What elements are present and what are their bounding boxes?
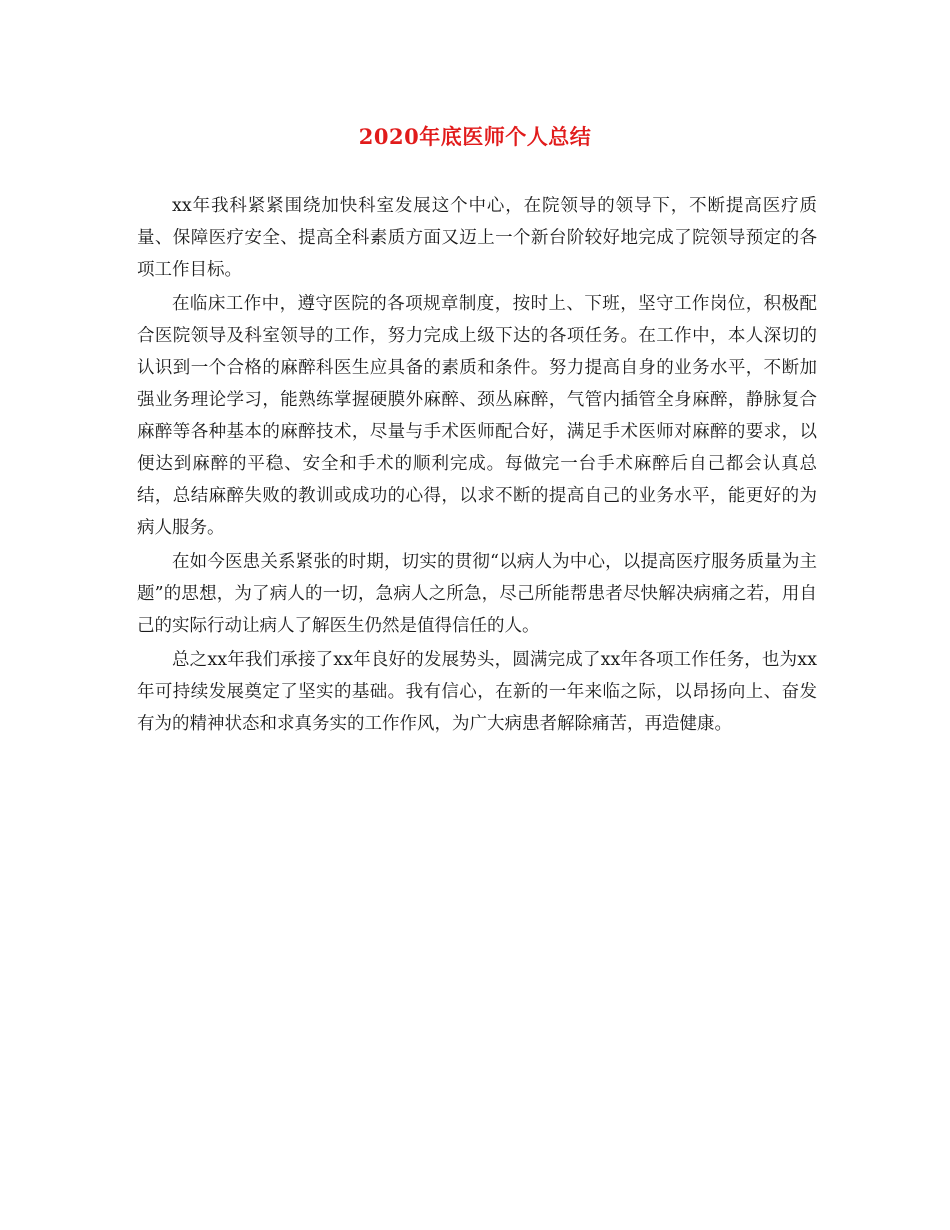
document-title: 2020年底医师个人总结 bbox=[358, 124, 592, 149]
paragraph-conclusion: 总之xx年我们承接了xx年良好的发展势头，圆满完成了xx年各项工作任务，也为xx年可持续发展奠定了坚实的基础。我有信心，在新的一年来临之际，以昂扬向上、奋发有为的精神状态和求真务实的工作作风，为广大病患者解除痛苦，再造健康。 bbox=[137, 650, 817, 734]
paragraph-clinical-work: 在临床工作中，遵守医院的各项规章制度，按时上、下班，坚守工作岗位，积极配合医院领导及科室领导的工作，努力完成上级下达的各项任务。在工作中，本人深切的认识到一个合格的麻醉科医生应具备的素质和条件。努力提高自身的业务水平，不断加强业务理论学习，能熟练掌握硬膜外麻醉、颈丛麻醉，气管内插管全身麻醉，静脉复合麻醉等各种基本的麻醉技术，尽量与手术医师配合好，满足手术医师对麻醉的要求，以便达到麻醉的平稳、安全和手术的顺利完成。每做完一台手术麻醉后自己都会认真总结，总结麻醉失败的教训或成功的心得，以求不断的提高自己的业务水平，能更好的为病人服务。 bbox=[137, 294, 817, 538]
paragraph-intro: xx年我科紧紧围绕加快科室发展这个中心，在院领导的领导下，不断提高医疗质量、保障医疗安全、提高全科素质方面又迈上一个新台阶较好地完成了院领导预定的各项工作目标。 bbox=[137, 196, 817, 280]
document-body bbox=[137, 190, 817, 742]
paragraph-doctor-patient: 在如今医患关系紧张的时期，切实的贯彻“以病人为中心，以提高医疗服务质量为主题”的思想，为了病人的一切，急病人之所急，尽己所能帮患者尽快解决病痛之若，用自己的实际行动让病人了解医生仍然是值得信任的人。 bbox=[137, 552, 817, 636]
